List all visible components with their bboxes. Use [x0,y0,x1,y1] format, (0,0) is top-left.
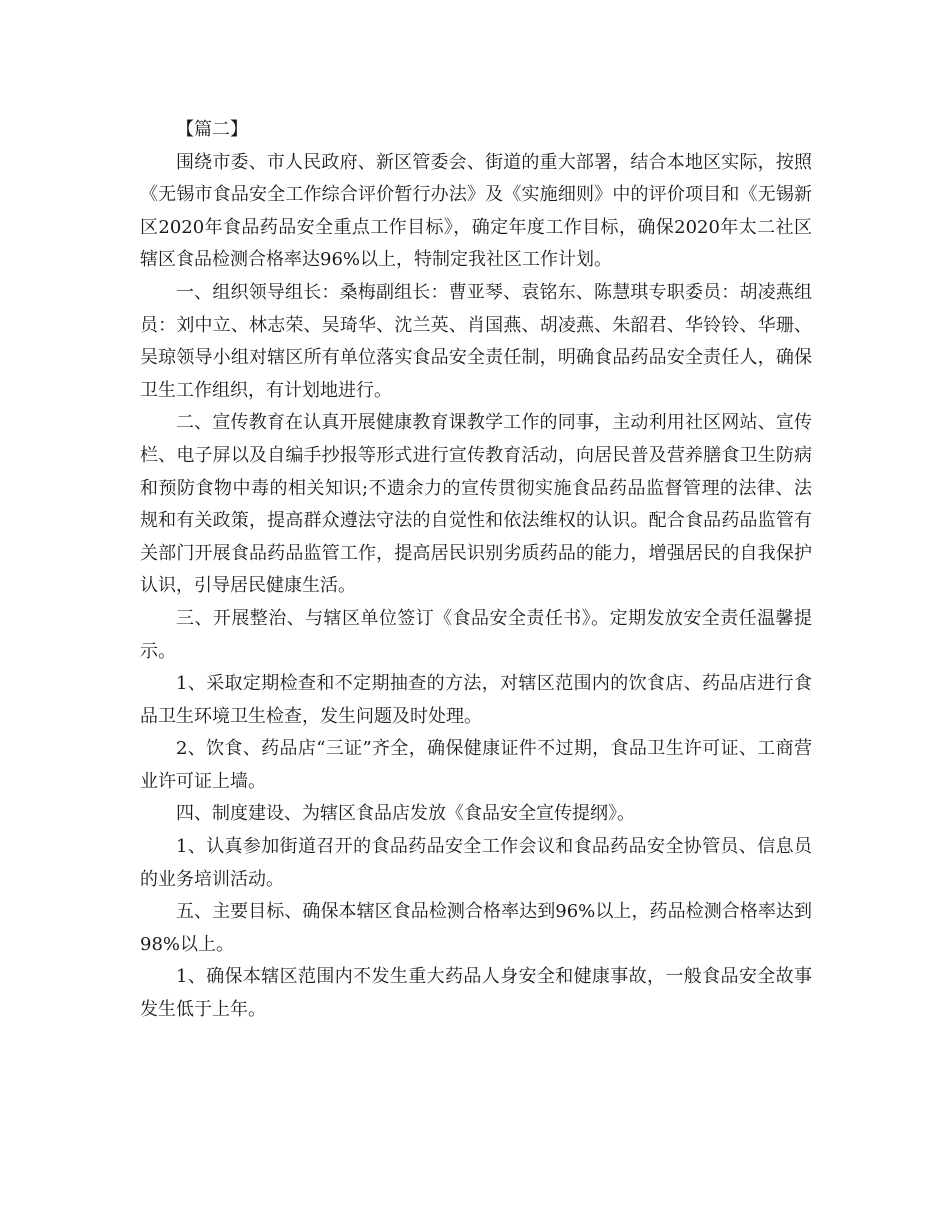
section-heading: 【篇二】 [176,119,248,140]
paragraph-inspection: 1、采取定期检查和不定期抽查的方法，对辖区范围内的饮食店、药品店进行食品卫生环境卫生检查，发生问题及时处理。 [140,673,812,727]
paragraph-safety-goal: 1、确保本辖区范围内不发生重大药品人身安全和健康事故，一般食品安全故事发生低于上年。 [140,966,812,1021]
paragraph-intro: 围绕市委、市人民政府、新区管委会、街道的重大部署，结合本地区实际，按照《无锡市食品安全工作综合评价暂行办法》及《实施细则》中的评价项目和《无锡新区2020年食品药品安全重点工作目标》，确定年度工作目标，确保2020年太二社区辖区食品检测合格率达96%以上，特制定我社区工作计划。 [140,151,812,271]
paragraph-rectification: 三、开展整治、与辖区单位签订《食品安全责任书》。定期发放安全责任温馨提示。 [140,607,812,662]
paragraph-certificates: 2、饮食、药品店“三证”齐全，确保健康证件不过期，食品卫生许可证、工商营业许可证上墙。 [140,738,812,792]
paragraph-training: 1、认真参加街道召开的食品药品安全工作会议和食品药品安全协管员、信息员的业务培训活动。 [140,836,812,890]
paragraph-organization: 一、组织领导组长：桑梅副组长：曹亚琴、袁铭东、陈慧琪专职委员：胡凌燕组员：刘中立、林志荣、吴琦华、沈兰英、肖国燕、胡凌燕、朱韶君、华铃铃、华珊、吴琼领导小组对辖区所有单位落实食品安全责任制，明确食品药品安全责任人，确保卫生工作组织，有计划地进行。 [140,281,812,401]
paragraph-system-building: 四、制度建设、为辖区食品店发放《食品安全宣传提纲》。 [176,803,635,825]
paragraph-main-goals: 五、主要目标、确保本辖区食品检测合格率达到96%以上，药品检测合格率达到98%以上。 [140,901,812,955]
document-body [140,114,812,1027]
paragraph-education: 二、宣传教育在认真开展健康教育课教学工作的同事，主动利用社区网站、宣传栏、电子屏以及自编手抄报等形式进行宣传教育活动，向居民普及营养膳食卫生防病和预防食物中毒的相关知识;不遗余力的宣传贯彻实施食品药品监督管理的法律、法规和有关政策，提高群众遵法守法的自觉性和依法维权的认识。配合食品药品监管有关部门开展食品药品监管工作，提高居民识别劣质药品的能力，增强居民的自我保护认识，引导居民健康生活。 [140,412,812,597]
